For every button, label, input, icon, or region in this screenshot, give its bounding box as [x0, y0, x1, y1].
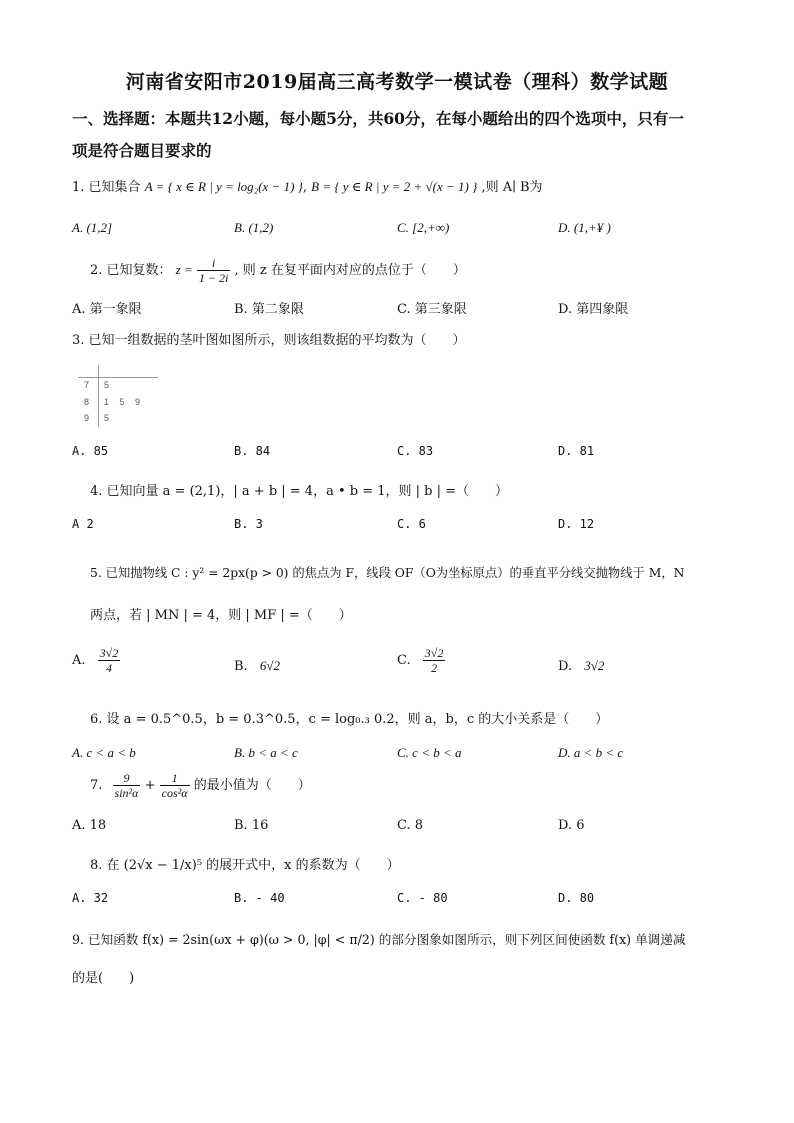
question-1-option-d: D. (1,+¥ )	[558, 220, 611, 235]
question-5-line1: 5. 已知抛物线 C : y² = 2px(p > 0) 的焦点为 F，线段 OF（O为坐标原点）的垂直平分线交抛物线于 M，N	[90, 566, 685, 580]
question-1-set-b: B = { y ∈ R | y = 2 + √(x − 1) }	[311, 179, 478, 194]
question-6-option-d: D. a < b < c	[558, 745, 624, 760]
option-label: C.	[397, 653, 411, 668]
stem-value: 8	[84, 397, 90, 407]
stem-value: 9	[84, 413, 90, 423]
page-title: 河南省安阳市2019届高三高考数学一模试卷（理科）数学试题	[125, 71, 669, 93]
question-7-fraction-2	[160, 771, 190, 800]
question-8-option-c: C. - 80	[397, 891, 448, 905]
question-2-option-d: D. 第四象限	[558, 302, 629, 317]
question-6-option-b: B. b < a < c	[234, 745, 298, 760]
question-1-option-b: B. (1,2)	[234, 220, 274, 235]
stem-leaf-row	[84, 413, 109, 423]
fraction-denominator: cos²α	[161, 786, 188, 800]
option-denominator: 2	[431, 661, 438, 675]
option-fraction	[98, 646, 121, 675]
question-4-option-c: C. 6	[397, 517, 426, 531]
plus-sign: +	[144, 778, 156, 793]
question-7	[90, 771, 311, 800]
question-3-option-d: D. 81	[558, 444, 595, 458]
question-4: 4. 已知向量 a = (2,1)，| a + b | = 4，a • b = 1，则 | b | =（ ）	[90, 484, 509, 499]
question-9-line2: 的是( )	[72, 971, 135, 986]
section-heading	[72, 103, 732, 167]
question-5-option-d	[558, 658, 604, 674]
question-5-option-a	[72, 646, 120, 675]
question-8-option-d: D. 80	[558, 891, 595, 905]
fraction-numerator: 1	[160, 771, 190, 786]
question-4-option-d: D. 12	[558, 517, 595, 531]
question-5-line2: 两点，若 | MN | = 4，则 | MF | =（ ）	[90, 608, 352, 623]
option-label: D.	[558, 659, 573, 674]
option-fraction	[423, 646, 446, 675]
question-2-prefix: 2. 已知复数：	[90, 263, 172, 278]
question-6-option-c: C. c < b < a	[397, 745, 462, 760]
question-2	[90, 256, 466, 285]
question-2-lhs: z =	[175, 262, 193, 277]
section-heading-line2: 项是符合题目要求的	[72, 141, 212, 160]
question-6: 6. 设 a = 0.5^0.5，b = 0.3^0.5，c = log₀.₃ 0.2，则 a，b，c 的大小关系是（ ）	[90, 712, 609, 727]
question-7-fraction-1	[113, 771, 141, 800]
fraction-denominator: sin²α	[114, 786, 139, 800]
question-1-set-a: A = { x ∈ R | y = log₂(x − 1) }	[144, 179, 303, 194]
question-2-denominator: 1 − 2i	[198, 271, 229, 285]
question-7-option-d: D. 6	[558, 818, 585, 833]
question-8: 8. 在 (2√x − 1/x)⁵ 的展开式中，x 的系数为（ ）	[90, 858, 400, 873]
question-7-prefix: 7.	[90, 778, 103, 793]
option-label: A.	[72, 653, 86, 668]
question-4-option-a: A 2	[72, 517, 94, 531]
stem-leaf-row	[84, 397, 140, 407]
question-1-option-a: A. (1,2]	[72, 220, 113, 235]
question-6-option-a: A. c < a < b	[72, 745, 136, 760]
question-5-option-b	[234, 658, 280, 674]
question-3-option-c: C. 83	[397, 444, 434, 458]
question-8-option-a: A. 32	[72, 891, 109, 905]
stem-leaf-row	[84, 380, 109, 390]
leaf-values: 1 5 9	[104, 397, 141, 407]
question-1-prefix: 1. 已知集合	[72, 180, 141, 195]
option-denominator: 4	[105, 661, 112, 675]
question-3: 3. 已知一组数据的茎叶图如图所示，则该组数据的平均数为（ ）	[72, 333, 466, 348]
option-value: 6√2	[259, 658, 280, 673]
question-3-option-b: B. 84	[234, 444, 271, 458]
question-2-fraction	[197, 256, 230, 285]
question-1-suffix: ,则 A∣ B为	[481, 180, 543, 195]
option-label: B.	[234, 659, 248, 674]
question-7-suffix: 的最小值为（ ）	[193, 778, 311, 793]
question-4-option-b: B. 3	[234, 517, 263, 531]
question-8-option-b: B. - 40	[234, 891, 285, 905]
option-numerator: 3√2	[99, 646, 119, 660]
stem-leaf-plot	[78, 365, 168, 430]
question-2-option-c: C. 第三象限	[397, 302, 467, 317]
question-2-numerator: i	[197, 256, 230, 271]
option-value: 3√2	[584, 658, 605, 673]
question-7-option-c: C. 8	[397, 818, 424, 833]
section-heading-line1: 一、选择题：本题共12小题，每小题5分，共60分，在每小题给出的四个选项中，只有一	[72, 109, 684, 128]
fraction-numerator: 9	[113, 771, 141, 786]
leaf-values: 5	[104, 413, 110, 423]
leaf-values: 5	[104, 380, 110, 390]
stem-leaf-header-line	[78, 377, 158, 378]
question-3-option-a: A. 85	[72, 444, 109, 458]
question-5-option-c	[397, 646, 445, 675]
question-2-option-b: B. 第二象限	[234, 302, 304, 317]
question-7-option-a: A. 18	[72, 818, 107, 833]
question-1-option-c: C. [2,+∞)	[397, 220, 450, 235]
question-9-line1: 9. 已知函数 f(x) = 2sin(ωx + φ)(ω > 0, |φ| < π/2) 的部分图象如图所示，则下列区间使函数 f(x) 单调递减	[72, 932, 686, 947]
question-1: 1. 已知集合 A = { x ∈ R | y = log₂(x − 1) }, B = { y ∈ R | y = 2 + √(x − 1) } ,则 A∣ B为	[72, 179, 543, 195]
question-7-option-b: B. 16	[234, 818, 269, 833]
option-numerator: 3√2	[424, 646, 444, 660]
question-2-option-a: A. 第一象限	[72, 302, 142, 317]
stem-value: 7	[84, 380, 90, 390]
question-2-suffix: , 则 z 在复平面内对应的点位于（ ）	[234, 263, 466, 278]
